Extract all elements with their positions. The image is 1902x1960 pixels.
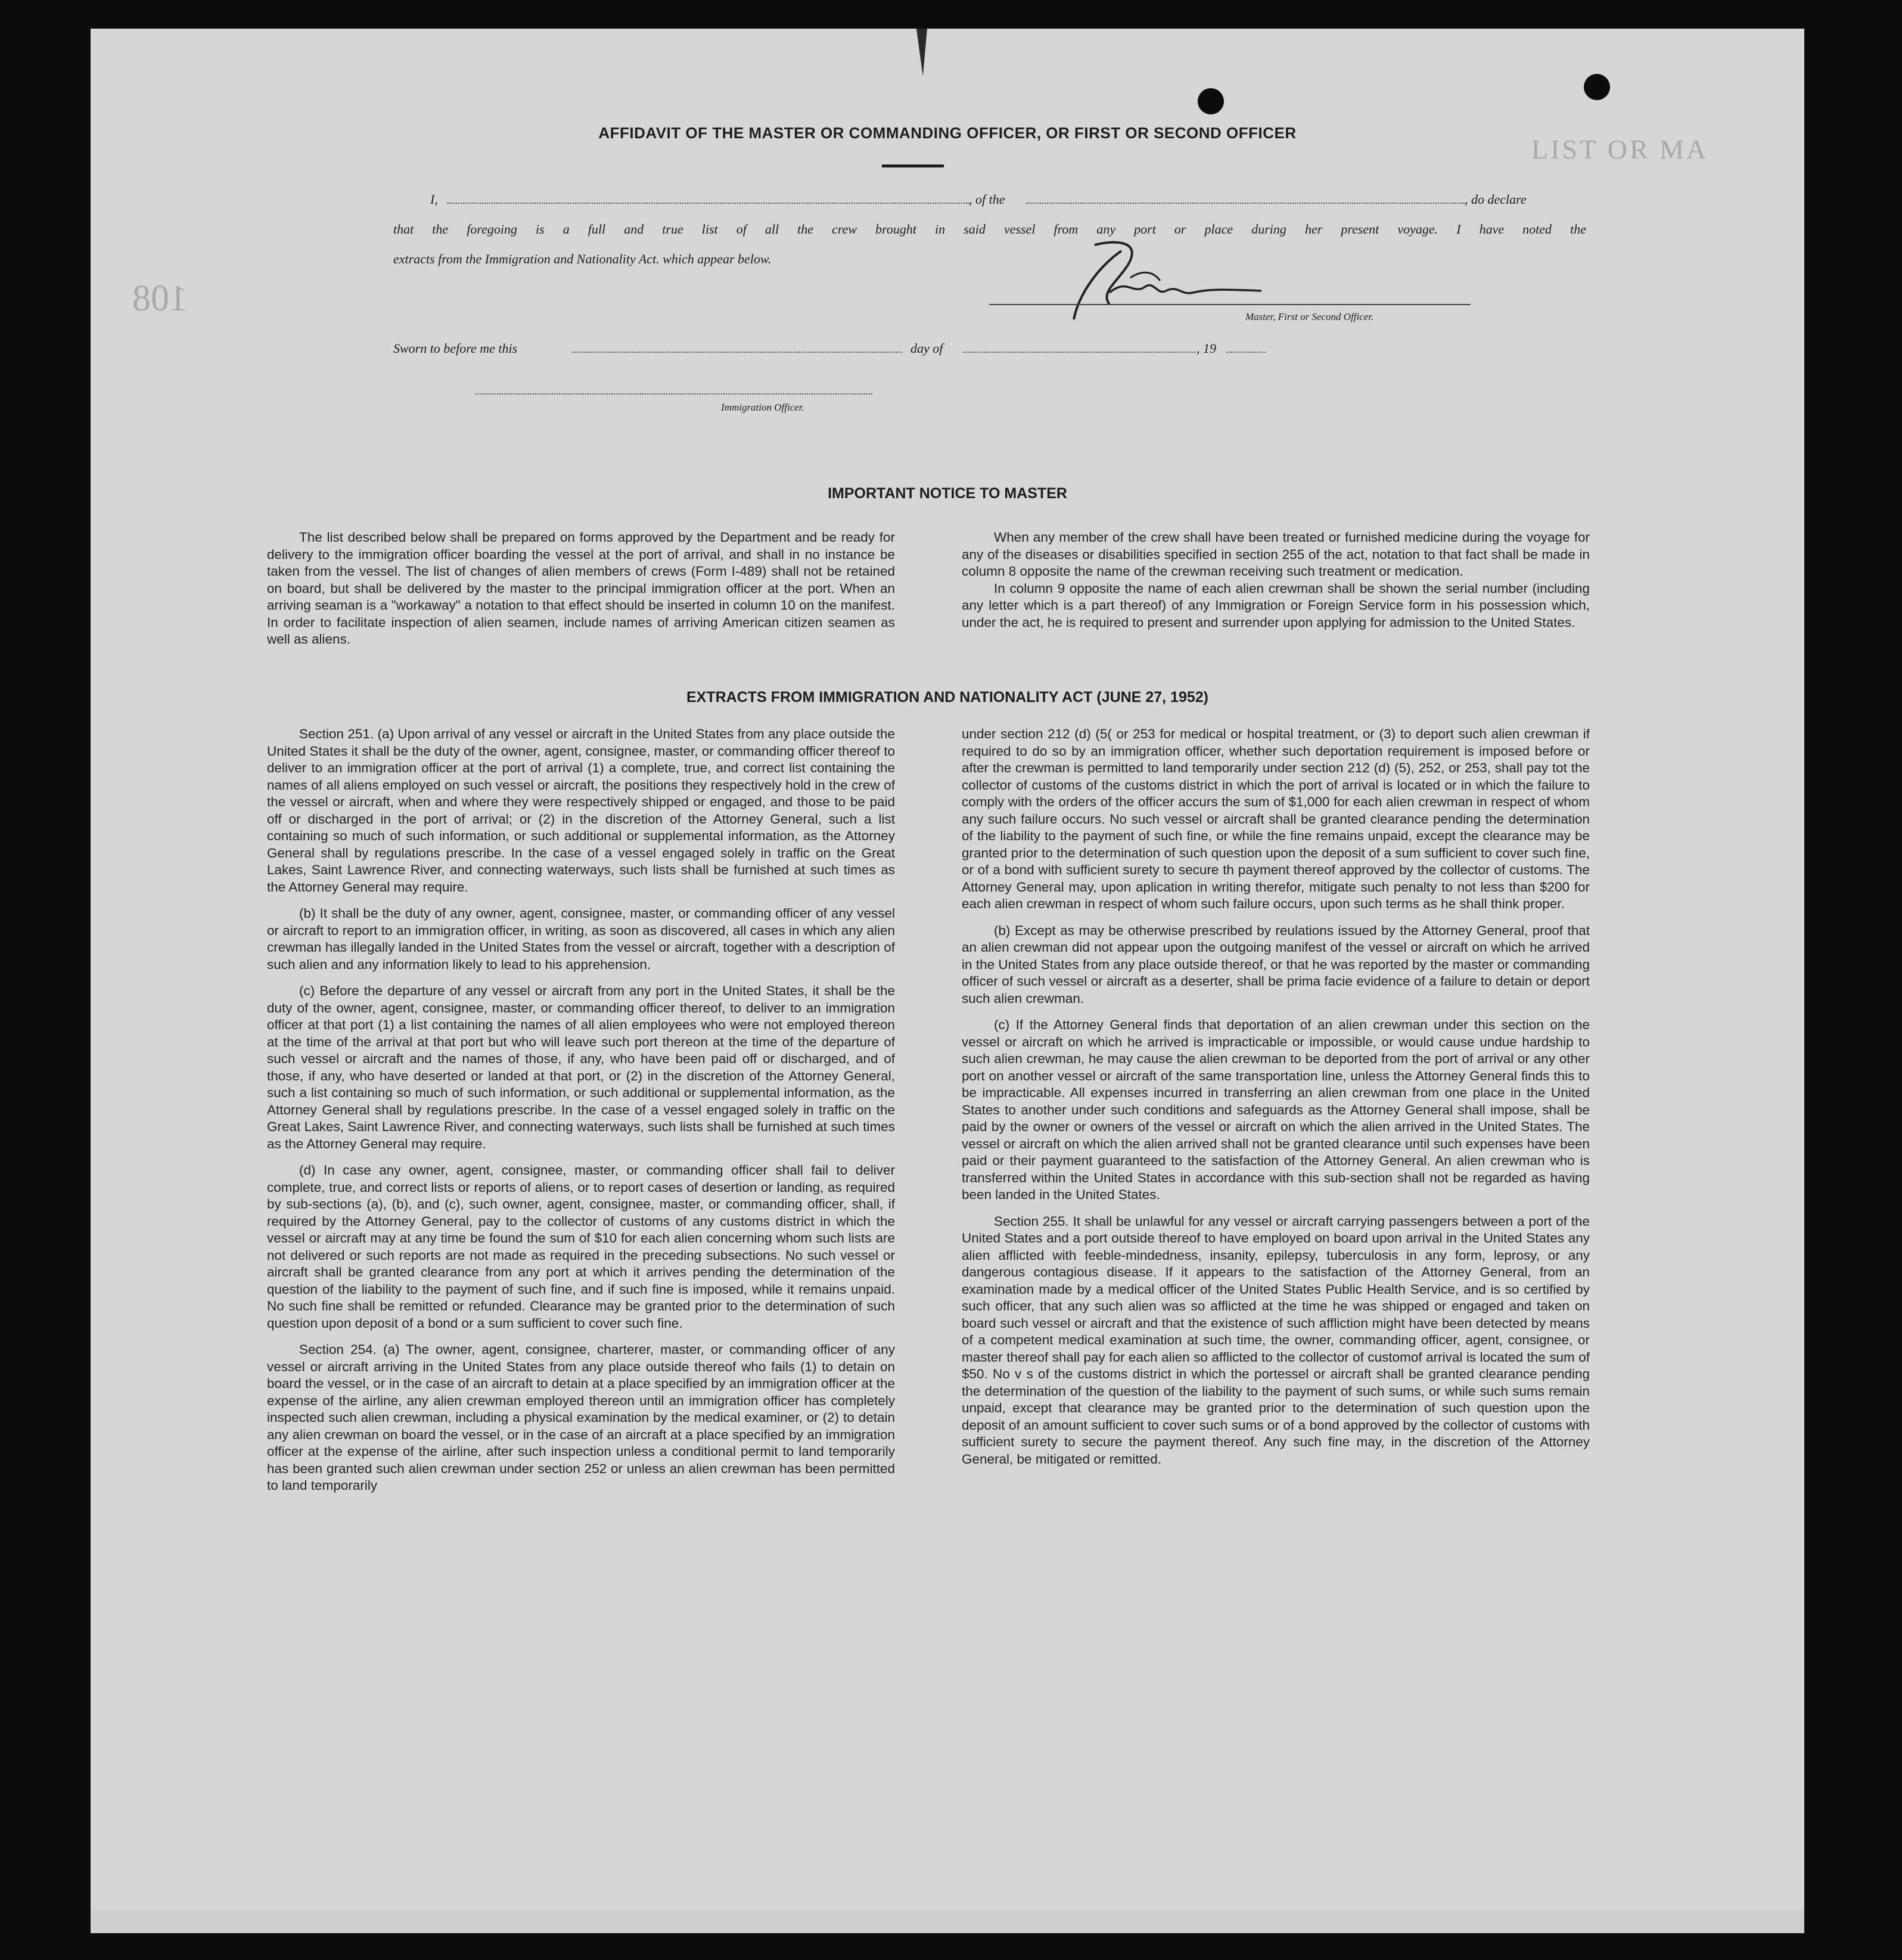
section-251-a: Section 251. (a) Upon arrival of any vessel or aircraft in the United States from any place outside the United States it shall be the duty of the owner, agent, consignee, master, or commanding officer thereof to deliver to an immigration officer at the port of arrival (1) a complete, true, and correct list containing the names of all aliens employed on such vessel or aircraft, the positions they respectively hold in the crew of the vessel or aircraft, when and where they were respectively shipped or engaged, and those to be paid off or discharged in the port of arrival; or (2) in the discretion of the Attorney General, such a list containing so much of such information, or such additional or supplemental information, as the Attorney General shall by regulations prescribe. In the case of a vessel engaged solely in traffic on the Great Lakes, Saint Lawrence River, and connecting waterways, such lists shall be furnished at such times as the Attorney General may require. bbox=[267, 726, 895, 894]
section-251-b: (b) It shall be the duty of any owner, agent, consignee, master, or commanding officer of any vessel or aircraft to report to an immigration officer, in writing, as soon as discovered, all cases in which any alien crewman has illegally landed in the United States from the vessel or aircraft, together with a description of such alien and any information likely to lead to his apprehension. bbox=[267, 906, 895, 972]
master-caption: Master, First or Second Officer. bbox=[1245, 311, 1374, 322]
punch-hole-right bbox=[1584, 74, 1610, 100]
section-254-a: Section 254. (a) The owner, agent, consignee, charterer, master, or commanding officer of any vessel or aircraft arriving in the United States from any place outside thereof who fails (1) to detain on board the vessel, or in the case of an aircraft to detain at a place specified by an immigration officer at the expense of the airline, any alien crewman employed thereon until an immigration officer has completely inspected such alien crewman, including a physical examination by the medical examiner, or (2) to detain any alien crewman on board the vessel, or in the case of an aircraft at a place specified by an immigration officer at the expense of the airline, after such inspection unless a conditional permit to land temporarily has been granted such alien crewman under section 252 or unless an alien crewman has been permitted to land temporarily bbox=[267, 1342, 895, 1493]
document-sheet bbox=[91, 29, 1804, 1933]
notice-paragraph: When any member of the crew shall have been treated or furnished medicine during the voyage for any of the diseases or disabilities specified in section 255 of the act, notation to that fact shall be made in column 8 opposite the name of the crewman receiving such treatment or medication. bbox=[962, 530, 1590, 579]
title-rule bbox=[882, 164, 944, 167]
ghost-page-number: 108 bbox=[132, 278, 188, 319]
extracts-title: EXTRACTS FROM IMMIGRATION AND NATIONALITY ACT (JUNE 27, 1952) bbox=[686, 689, 1208, 706]
extracts-left-column bbox=[267, 726, 895, 1504]
section-254-c: (c) If the Attorney General finds that deportation of an alien crewman under this section on the vessel or aircraft on which he arrived is impracticable or impossible, or would cause undue hardship to such alien crewman, he may cause the alien crewman to be deported from the port of arrival or any other port on another vessel or aircraft of the same transportation line, unless the Attorney General finds this to be impracticable. All expenses incurred in transferring an alien crewman from one place in the United States to another under such conditions and safeguards as the Attorney General shall impose, shall be paid by the owner or owners of the vessel or aircraft on which the alien arrived in the United States. The vessel or aircraft on which the alien arrived shall not be granted clearance until such expenses have been paid or their payment guaranteed to the satisfaction of the Attorney General. An alien crewman who is transferred within the United States in accordance with this sub-section shall not be regarded as having been landed in the United States. bbox=[962, 1017, 1590, 1202]
day-of-label: day of bbox=[910, 341, 943, 356]
immigration-officer-caption: Immigration Officer. bbox=[721, 402, 804, 413]
bottom-margin bbox=[91, 1909, 1804, 1933]
affidavit-i: I, bbox=[430, 192, 438, 207]
sworn-month-line bbox=[963, 352, 1195, 353]
declarant-name-line bbox=[447, 203, 969, 204]
year-prefix: , 19 bbox=[1196, 341, 1216, 356]
ghost-heading: LIST OR MA bbox=[1531, 134, 1709, 164]
master-signature-line bbox=[989, 304, 1471, 305]
section-254-b: (b) Except as may be otherwise prescribed by reulations issued by the Attorney General, proof that an alien crewman did not appear upon the outgoing manifest of the vessel or aircraft on which he arrived in the United States from any place outside thereof, or that he was reported by the master or commanding officer of such vessel or aircraft as a deserter, shall be prima facie evidence of a failure to detain or deport such alien crewman. bbox=[962, 922, 1590, 1006]
immigration-officer-line bbox=[476, 393, 872, 395]
notice-left-column bbox=[267, 529, 895, 658]
section-251-c: (c) Before the departure of any vessel or aircraft from any port in the United States, it shall be the duty of the owner, agent, consignee, master, or commanding officer thereof, to deliver to an immigration officer at that port (1) a list containing the names of all alien employees who were not employed thereon at the time of the arrival at that port but who will leave such port thereon at the time of the departure of such vessel or aircraft and the names of those, if any, who have been paid off or discharged, and of those, if any, who have deserted or landed at that port, or (2) in the discretion of the Attorney General, such a list containing so much of such information, or such additional or supplemental information, as the Attorney General shall by regulations prescribe. In the case of a vessel engaged solely in traffic on the Great Lakes, Saint Lawrence River, and connecting waterways, such lists shall be furnished at such times as the Attorney General may require. bbox=[267, 983, 895, 1151]
affidavit-line-3: extracts from the Immigration and Nationality Act. which appear below. bbox=[393, 251, 772, 266]
sworn-date-line bbox=[572, 352, 902, 353]
section-255: Section 255. It shall be unlawful for any vessel or aircraft carrying passengers between a port of the United States and a port outside thereof to have employed on board upon arrival in the United States any alien afflicted with feeble-mindedness, insanity, epilepsy, tuberculosis in any form, leprosy, or any dangerous contagious disease. If it appears to the satisfaction of the Attorney General, from an examination made by a medical officer of the United States Public Health Service, and is so certified by such officer, that any such alien was so afflicted at the time he was shipped or engaged and taken on board such vessel or aircraft and that the existence of such affliction might have been detected by means of a competent medical examination at such time, the owner, commanding officer, agent, consignee, or master thereof shall pay for each alien so afflicted to the collector of customof arrival is located the sum of $50. No v s of the customs district in which the portessel or aircraft shall be granted clearance pending the determination of the question of the liability to the payment of such sums, or while such sums remain unpaid, except that clearance may be granted prior to the determination of such question upon the deposit of an amount sufficient to cover such sums or of a bond approved by the collector of customs with sufficient surety to secure the payment thereof. Any such fine may, in the discretion of the Attorney General, be mitigated or remitted. bbox=[962, 1213, 1590, 1467]
master-signature bbox=[1038, 236, 1276, 325]
vessel-name-line bbox=[1026, 203, 1465, 204]
punch-hole-left bbox=[1198, 88, 1224, 114]
paper-tear bbox=[916, 29, 927, 76]
notice-paragraph: In column 9 opposite the name of each alien crewman shall be shown the serial number (including any letter which is a part thereof) of any Immigration or Foreign Service form in his possession which, under the act, he is required to present and surrender upon applying for admission to the United States. bbox=[962, 580, 1590, 630]
affidavit-title: AFFIDAVIT OF THE MASTER OR COMMANDING OFFICER, OR FIRST OR SECOND OFFICER bbox=[598, 124, 1297, 142]
affidavit-of-the: , of the bbox=[969, 192, 1005, 207]
extracts-right-column bbox=[962, 726, 1590, 1477]
affidavit-do-declare: , do declare bbox=[1465, 192, 1527, 207]
notice-title: IMPORTANT NOTICE TO MASTER bbox=[828, 485, 1067, 502]
sworn-label: Sworn to before me this bbox=[393, 341, 518, 356]
sworn-year-line bbox=[1226, 352, 1266, 353]
notice-right-column bbox=[962, 529, 1590, 641]
notice-paragraph: The list described below shall be prepared on forms approved by the Department and be ready for delivery to the immigration officer boarding the vessel at the port of arrival, and shall in no instance be taken from the vessel. The list of changes of alien members of crews (Form I-489) shall not be retained on board, but shall be delivered by the master to the principal immigration officer at the port. When an arriving seaman is a "workaway" a notation to that effect should be inserted in column 10 on the manifest. In order to facilitate inspection of alien seamen, include names of arriving American citizen seamen as well as aliens. bbox=[267, 530, 895, 647]
section-251-d: (d) In case any owner, agent, consignee, master, or commanding officer shall fail to deliver complete, true, and correct lists or reports of aliens, or to report cases of desertion or landing, as required by sub-sections (a), (b), and (c), such owner, agent, consignee, master, or commanding officer, shall, if required by the Attorney General, pay to the collector of customs of any customs district in which the vessel or aircraft may at any time be found the sum of $10 for each alien concerning whom such lists are not delivered or such reports are not made as required in the preceding subsections. No such vessel or aircraft shall be granted clearance from any port at which it arrives pending the determination of the question of the liability to the payment of such fine, and if such fine is imposed, while it remains unpaid. No such fine shall be remitted or refunded. Clearance may be granted prior to the determination of such question upon deposit of a bond or a sum sufficient to cover such fine. bbox=[267, 1163, 895, 1331]
section-254-a-cont: under section 212 (d) (5( or 253 for medical or hospital treatment, or (3) to deport such alien crewman if required to do so by an immigration officer, whether such deportation requirement is imposed before or after the crewman is permitted to land temporarily under section 212 (d) (5), 252, or 253, shall pay tot the collector of customs of the customs district in which the port of arrival is located or in which the failure to comply with the orders of the officer accurs the sum of $1,000 for each alien crewman in respect of whom any such failure occurs. No such vessel or aircraft shall be granted clearance pending the determination of the liability to the payment of such fine, or while the fine remains unpaid, except the clearance may be granted prior to the determination of such question upon the deposit of a sum sufficient to cover such fine, or of a bond with sufficient surety to secure th payment thereof approved by the collector of customs. The Attorney General may, upon aplication in writing therefor, mitigate such penalty to not less than $200 for each alien crewman in respect of whom such failure occurs, upon such terms as he shall think proper. bbox=[962, 726, 1590, 911]
affidavit-line-2: that the foregoing is a full and true list of all the crew brought in said vessel from any port or place during her present voyage. I have noted the bbox=[393, 222, 1586, 237]
